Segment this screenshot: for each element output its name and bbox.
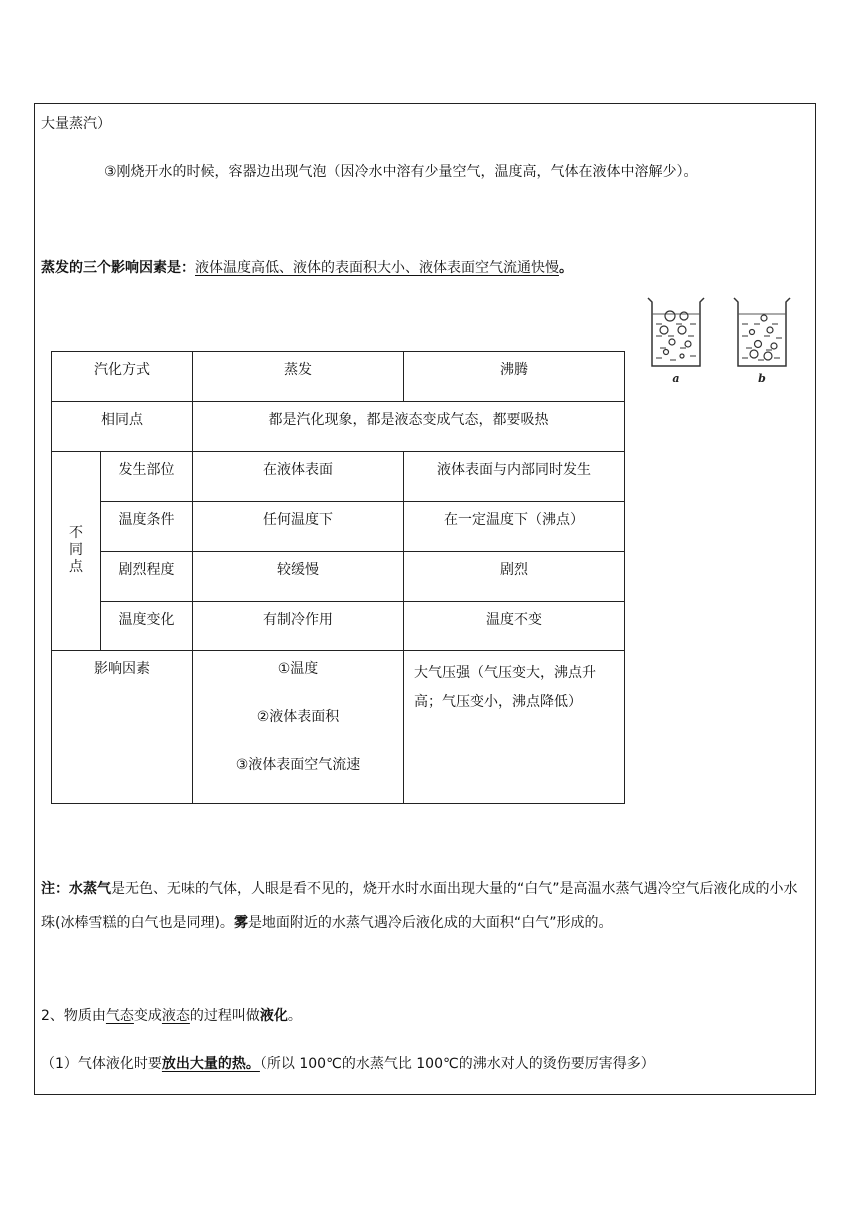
row-boiling: 温度不变 [404, 602, 625, 651]
row-evaporation: 任何温度下 [193, 502, 404, 552]
sub1-text: （1）气体液化时要 [41, 1056, 162, 1072]
beaker-a-label: a [672, 372, 680, 385]
note-term-vapor: 水蒸气 [69, 881, 111, 897]
row-evaporation: 有制冷作用 [193, 602, 404, 651]
table-row [52, 552, 625, 602]
beaker-b [734, 298, 790, 366]
row-boiling: 剧烈 [404, 552, 625, 602]
factor-item: ③液体表面空气流速 [235, 757, 361, 773]
table-row [52, 651, 625, 804]
factors-text: 液体温度高低、液体的表面积大小、液体表面空气流通快慢 [195, 260, 559, 276]
table-row [52, 452, 625, 502]
note-term-fog: 雾 [233, 915, 248, 931]
factors-evaporation [193, 651, 404, 804]
sub-item-1 [41, 1054, 655, 1074]
factors-label: 蒸发的三个影响因素是： [41, 260, 195, 276]
row-label: 剧烈程度 [101, 552, 193, 602]
same-text: 都是汽化现象，都是液态变成气态，都要吸热 [193, 402, 625, 452]
sec2-text: 变成 [133, 1008, 162, 1024]
diff-char: 点 [69, 559, 83, 575]
note-text-2: 是地面附近的水蒸气遇冷后液化成的大面积“白气”形成的。 [247, 915, 613, 931]
sec2-text: 2、物质由 [41, 1008, 106, 1024]
note-paragraph [41, 872, 801, 940]
beakers-figure [642, 294, 797, 386]
row-evaporation: 在液体表面 [193, 452, 404, 502]
sec2-term: 液化 [259, 1008, 288, 1024]
table-row [52, 602, 625, 651]
table-row [52, 352, 625, 402]
row-evaporation: 较缓慢 [193, 552, 404, 602]
table-row [52, 502, 625, 552]
factor-boiling-text: 大气压强（气压变大，沸点升高；气压变小，沸点降低） [414, 665, 596, 710]
beaker-a [648, 298, 704, 366]
note-prefix: 注： [41, 881, 69, 897]
header-evaporation: 蒸发 [193, 352, 404, 402]
header-boiling: 沸腾 [404, 352, 625, 402]
header-method: 汽化方式 [52, 352, 193, 402]
sec2-text: 的过程叫做 [189, 1008, 260, 1024]
row-boiling: 在一定温度下（沸点） [404, 502, 625, 552]
top-line-2: ③刚烧开水的时候，容器边出现气泡（因冷水中溶有少量空气，温度高，气体在液体中溶解少）。 [104, 164, 698, 180]
row-boiling: 液体表面与内部同时发生 [404, 452, 625, 502]
factors-row-label: 影响因素 [52, 651, 193, 804]
top-line-1: 大量蒸汽） [41, 116, 111, 132]
note-text-1: 是无色、无味的气体，人眼是看不见的，烧开水时水面出现大量的“白气”是高温水蒸气遇冷空气后液化成的小水珠(冰棒雪糕的白气也是同理)。 [41, 881, 798, 931]
row-label: 温度变化 [101, 602, 193, 651]
diff-char: 同 [69, 542, 83, 558]
diff-char: 不 [69, 525, 83, 541]
evaporation-factors [41, 258, 573, 278]
factors-boiling [404, 651, 625, 804]
sub1-text: （所以 100℃的水蒸气比 100℃的沸水对人的烫伤要厉害得多） [259, 1056, 655, 1072]
beaker-b-label: b [758, 372, 766, 385]
sec2-gas: 气态 [105, 1008, 134, 1024]
factor-item: ②液体表面积 [256, 709, 340, 725]
table-row [52, 402, 625, 452]
sec2-text: 。 [287, 1008, 302, 1024]
same-label: 相同点 [52, 402, 193, 452]
row-label: 温度条件 [101, 502, 193, 552]
sec2-liquid: 液态 [161, 1008, 190, 1024]
sub1-bold: 放出大量的热。 [161, 1056, 260, 1072]
section-2-liquefaction [41, 1006, 302, 1026]
diff-label [52, 452, 101, 651]
factors-end: 。 [559, 260, 573, 276]
factor-item: ①温度 [277, 661, 319, 677]
row-label: 发生部位 [101, 452, 193, 502]
vaporization-comparison-table [51, 351, 625, 804]
